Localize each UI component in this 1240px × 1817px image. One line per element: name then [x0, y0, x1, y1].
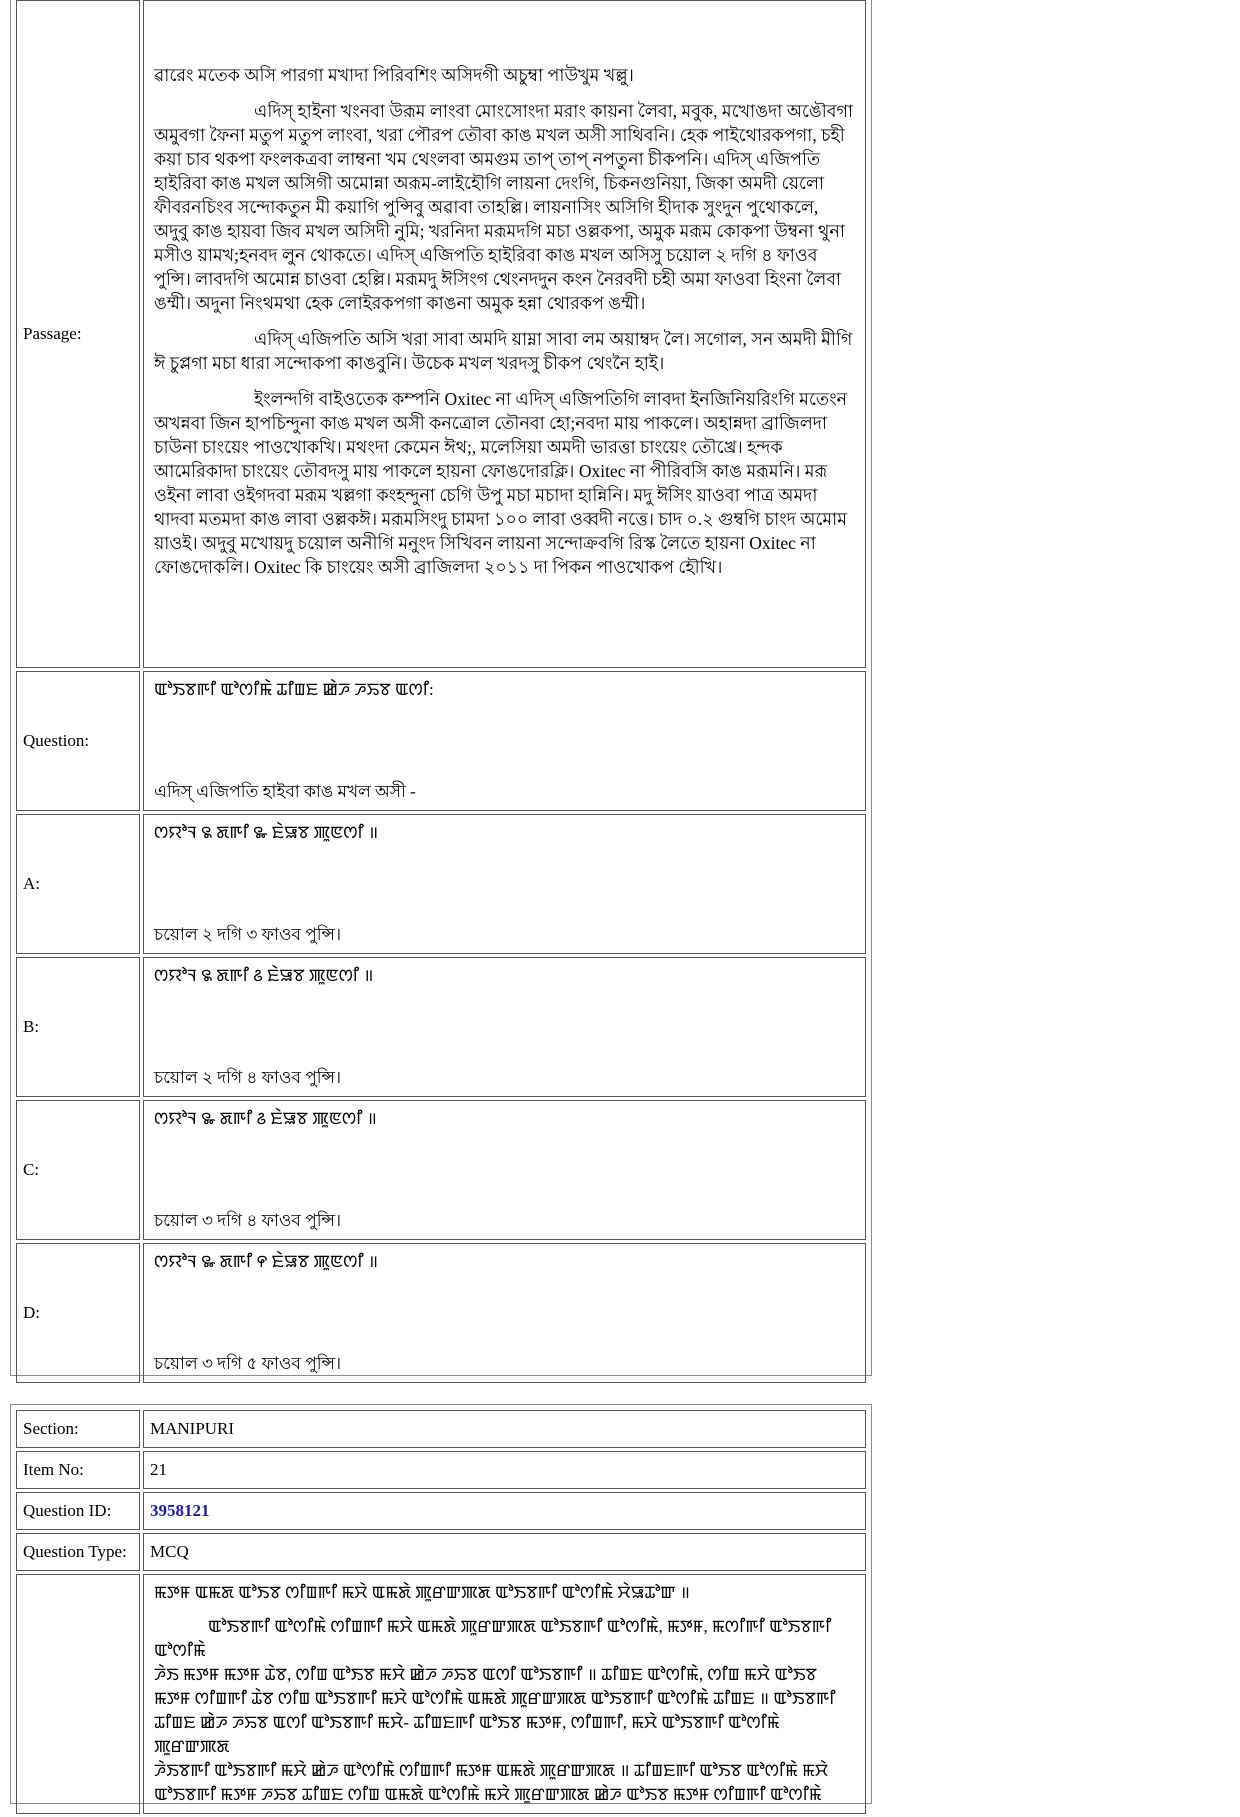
option-c-cell[interactable]	[143, 1100, 866, 1240]
passage2-line-5: ꯍꯥꯏꯕꯒꯤ ꯑꯣꯏꯕꯒꯤ ꯃꯆꯥ ꯀꯥꯍ ꯑꯣꯁꯤꯃꯥ ꯁꯤꯡꯒꯤ ꯃꯇꯝ ꯑꯃꯗꯥ ꯄꯨꯔꯛꯄꯗ ॥ ꯊꯤꯡꯐꯒꯤ ꯑꯣꯏꯕ ꯑꯣꯁꯤꯃꯥ ꯃꯆꯥ	[154, 1761, 829, 1780]
question-id-value[interactable]	[143, 1492, 866, 1530]
passage2-top-line: ꯃꯇꯝ ꯑꯃꯗ ꯑꯣꯏꯕ ꯁꯤꯡꯒꯤ ꯃꯆꯥ ꯑꯃꯗꯥ ꯄꯨꯔꯛꯄꯗ ꯑꯣꯏꯕꯒꯤ ꯑꯣꯁꯤꯃꯥ ꯆꯥꯎꯊꯣꯛ ॥	[154, 1583, 690, 1602]
passage-label-2	[16, 1574, 140, 1814]
passage-paragraph-1: ৱারেং মতেক অসি পারগা মখাদা পিরিবশিং অসিদগী অচুম্বা পাউখুম খল্লু।	[154, 65, 634, 85]
option-c-text-bengali: চয়োল ৩ দগি ৪ ফাওব পুন্সি।	[154, 1211, 342, 1230]
passage-cell	[143, 0, 866, 668]
passage-paragraph-4: ইংলন্দগি বাইওতেক কম্পনি Oxitec না এদিস্ এজিপতিগি লাবদা ইনজিনিয়রিংগি মতেংন অখন্নবা জিন হাপচিন্দুনা কাঙ মখল অসী কনত্রোল তৌনবা হো;নবদা মায় পাকলে। অহান্নদা ব্রাজিলদা চাউনা চাংয়েং পাওখোকখি। মথংদা কেমেন ঈথ;, মলেসিয়া অমদী ভারত্তা চাংয়েং তৌখ্রে। হন্দক আমেরিকাদা চাংয়েং তৌবদসু মায় পাকলে হায়না ফোঙদোরক্লি। Oxitec না পীরিবসি কাঙ মরূমনি। মরূ ওইনা লাবা ওইগদবা মরূম খল্লগা কংহন্দুনা চেগি উপু মচা মচাদা হান্নিনি। মদু ঈসিং য়াওবা পাত্র অমদা থাদবা মতমদা কাঙ লাবা ওল্লকঈ। মরূমসিংদু চামদা ১০০ লাবা ওব্বদী নত্তে। চাদ ০.২ গুম্বগি চাংদ অমোম য়াওই। অদুবু মখোয়দু চয়োল অনীগি মনুংদ সিখিবন লায়না সন্দোক্রবগি রিস্ক লৈতে হায়না Oxitec না ফোঙদোকলি। Oxitec কি চাংয়েং অসী ব্রাজিলদা ২০১১ দা পিকন পাওখোকপ হৌখি।	[154, 389, 848, 577]
option-d-text-meitei: ꯁꯌꯣꯜ ꯳ ꯗꯒꯤ ꯵ ꯐꯥꯎꯕ ꯄꯨꯟꯁꯤ ॥	[154, 1252, 379, 1271]
item-no-value: 21	[143, 1451, 866, 1489]
option-b-cell[interactable]	[143, 957, 866, 1097]
passage-paragraph-3: এদিস্ এজিপতি অসি খরা সাবা অমদি য়াম্না সাবা লম অয়াম্বদ লৈ। সগোল, সন অমদী মীগি ঈ চুপ্লগা মচা ধারা সন্দোকপা কাঙবুনি। উচেক মখল খরদসু চীকপ থেংনৈ হাই।	[154, 329, 853, 373]
option-d-label: D:	[16, 1243, 140, 1383]
passage2-line-6: ꯑꯣꯏꯕꯒꯤ ꯃꯇꯝ ꯍꯢꯕ ꯊꯤꯡꯐ ꯁꯤꯡ ꯑꯃꯗꯥ ꯑꯣꯁꯤꯃꯥ ꯃꯆꯥ ꯄꯨꯔꯛꯄꯗ ꯀꯥꯍ ꯑꯣꯏꯕ ꯃꯇꯝ ꯁꯤꯡꯒꯤ ꯑꯣꯁꯤꯃꯥ	[154, 1785, 822, 1804]
question-label: Question:	[16, 671, 140, 811]
question-text-bengali: এদিস্ এজিপতি হাইবা কাঙ মখল অসী -	[154, 782, 416, 801]
option-b-text-bengali: চয়োল ২ দগি ৪ ফাওব পুন্সি।	[154, 1068, 342, 1087]
section-label: Section:	[16, 1410, 140, 1448]
option-d-cell[interactable]	[143, 1243, 866, 1383]
section-value: MANIPURI	[143, 1410, 866, 1448]
passage2-line-1: ꯑꯣꯏꯕꯒꯤ ꯑꯣꯁꯤꯃꯥ ꯁꯤꯡꯒꯤ ꯃꯆꯥ ꯑꯃꯗꯥ ꯄꯨꯔꯛꯄꯗ ꯑꯣꯏꯕꯒꯤ ꯑꯣꯁꯤꯃꯥ, ꯃꯇꯝ, ꯃꯁꯤꯒꯤ ꯑꯣꯏꯕꯒꯤ ꯑꯣꯁꯤꯃꯥ	[154, 1617, 832, 1660]
option-c-label: C:	[16, 1100, 140, 1240]
question-text-meitei: ꯑꯣꯏꯕꯒꯤ ꯑꯣꯁꯤꯃꯥ ꯊꯤꯡꯐ ꯀꯥꯍ ꯍꯢꯕ ꯑꯁꯤ:	[154, 680, 434, 699]
passage2-line-2: ꯍꯥꯏ ꯃꯇꯝ ꯃꯇꯝ ꯊꯥꯕ, ꯁꯤꯡ ꯑꯣꯏꯕ ꯃꯆꯥ ꯀꯥꯍ ꯍꯢꯕ ꯑꯁꯤ ꯑꯣꯏꯕꯒꯤ ॥ ꯊꯤꯡꯐ ꯑꯣꯁꯤꯃꯥ, ꯁꯤꯡ ꯃꯆꯥ ꯑꯣꯏꯕ	[154, 1665, 817, 1684]
option-a-text-meitei: ꯁꯌꯣꯜ ꯲ ꯗꯒꯤ ꯳ ꯐꯥꯎꯕ ꯄꯨꯟꯁꯤ ॥	[154, 823, 379, 842]
passage-cell-2	[143, 1574, 866, 1814]
option-c-text-meitei: ꯁꯌꯣꯜ ꯳ ꯗꯒꯤ ꯴ ꯐꯥꯎꯕ ꯄꯨꯟꯁꯤ ॥	[154, 1109, 377, 1128]
question-table-1	[10, 0, 872, 1376]
passage-label: Passage:	[16, 0, 140, 668]
passage-paragraph-2: এদিস্ হাইনা খংনবা উরূম লাংবা মোংসোংদা মরাং কায়না লৈবা, মবুক, মখোঙদা অঙৌবগা অমুবগা ফৈনা মতুপ মতুপ লাংবা, খরা পৌরপ তৌবা কাঙ মখল অসী সাথিবনি। হেক পাইথোরকপগা, চহী কয়া চাব থকপা ফংলকত্রবা লাম্বনা খম থেংলবা অমগুম তাপ্ তাপ্ নপতুনা চীকপনি। এদিস্ এজিপতি হাইরিবা কাঙ মখল অসিগী অমোন্না অরূম-লাইহৌগি লায়না দেংগি, চিকনগুনিয়া, জিকা অমদী য়েলো ফীবরনচিংব সন্দোকতুন মী কয়াগি পুন্সিবু অৱাবা তাহল্লি। লায়নাসিং অসিগি হীদাক সুংদুন পুথোকলে, অদুবু কাঙ হায়বা জিব মখল অসিদী নুমি; খরনিদা মরূমদগি মচা ওল্লকপা, অমুক মরূম কোকপা উম্বনা থুনা মসীও য়ামখ;হনবদ লুন থোকতে। এদিস্ এজিপতি হাইরিবা কাঙ মখল অসিসু চয়োল ২ দগি ৪ ফাওব পুন্সি। লাবদগি অমোন্ন চাওবা হেল্লি। মরূমদু ঈসিংগ থেংনদদুন কংন নৈরবদী চহী অমা ফাওবা হিংনা লৈবা ঙম্মী। অদুনা নিংথমথা হেক লোইরকপগা কাঙনা অমুক হন্না থোরকপ ঙম্মী।	[154, 101, 854, 313]
option-a-cell[interactable]	[143, 814, 866, 954]
option-a-text-bengali: চয়োল ২ দগি ৩ ফাওব পুন্সি।	[154, 925, 342, 944]
option-a-label: A:	[16, 814, 140, 954]
question-type-label: Question Type:	[16, 1533, 140, 1571]
item-no-label: Item No:	[16, 1451, 140, 1489]
option-b-label: B:	[16, 957, 140, 1097]
question-id-link[interactable]: 3958121	[150, 1501, 210, 1520]
passage2-line-4: ꯊꯤꯡꯐ ꯀꯥꯍ ꯍꯢꯕ ꯑꯁꯤ ꯑꯣꯏꯕꯒꯤ ꯃꯆꯥ- ꯊꯤꯡꯐꯒꯤ ꯑꯣꯏꯕ ꯃꯇꯝ, ꯁꯤꯡꯒꯤ, ꯃꯆꯥ ꯑꯣꯏꯕꯒꯤ ꯑꯣꯁꯤꯃꯥ ꯄꯨꯔꯛꯄꯗ	[154, 1713, 780, 1756]
question-type-value: MCQ	[143, 1533, 866, 1571]
question-cell	[143, 671, 866, 811]
option-d-text-bengali: চয়োল ৩ দগি ৫ ফাওব পুন্সি।	[154, 1354, 342, 1373]
question-id-label: Question ID:	[16, 1492, 140, 1530]
question-table-2	[10, 1404, 872, 1804]
option-b-text-meitei: ꯁꯌꯣꯜ ꯲ ꯗꯒꯤ ꯴ ꯐꯥꯎꯕ ꯄꯨꯟꯁꯤ ॥	[154, 966, 374, 985]
passage2-line-3: ꯃꯇꯝ ꯁꯤꯡꯒꯤ ꯊꯥꯕ ꯁꯤꯡ ꯑꯣꯏꯕꯒꯤ ꯃꯆꯥ ꯑꯣꯁꯤꯃꯥ ꯑꯃꯗꯥ ꯄꯨꯔꯛꯄꯗ ꯑꯣꯏꯕꯒꯤ ꯑꯣꯁꯤꯃꯥ ꯊꯤꯡꯐ ॥ ꯑꯣꯏꯕꯒꯤ	[154, 1689, 836, 1708]
